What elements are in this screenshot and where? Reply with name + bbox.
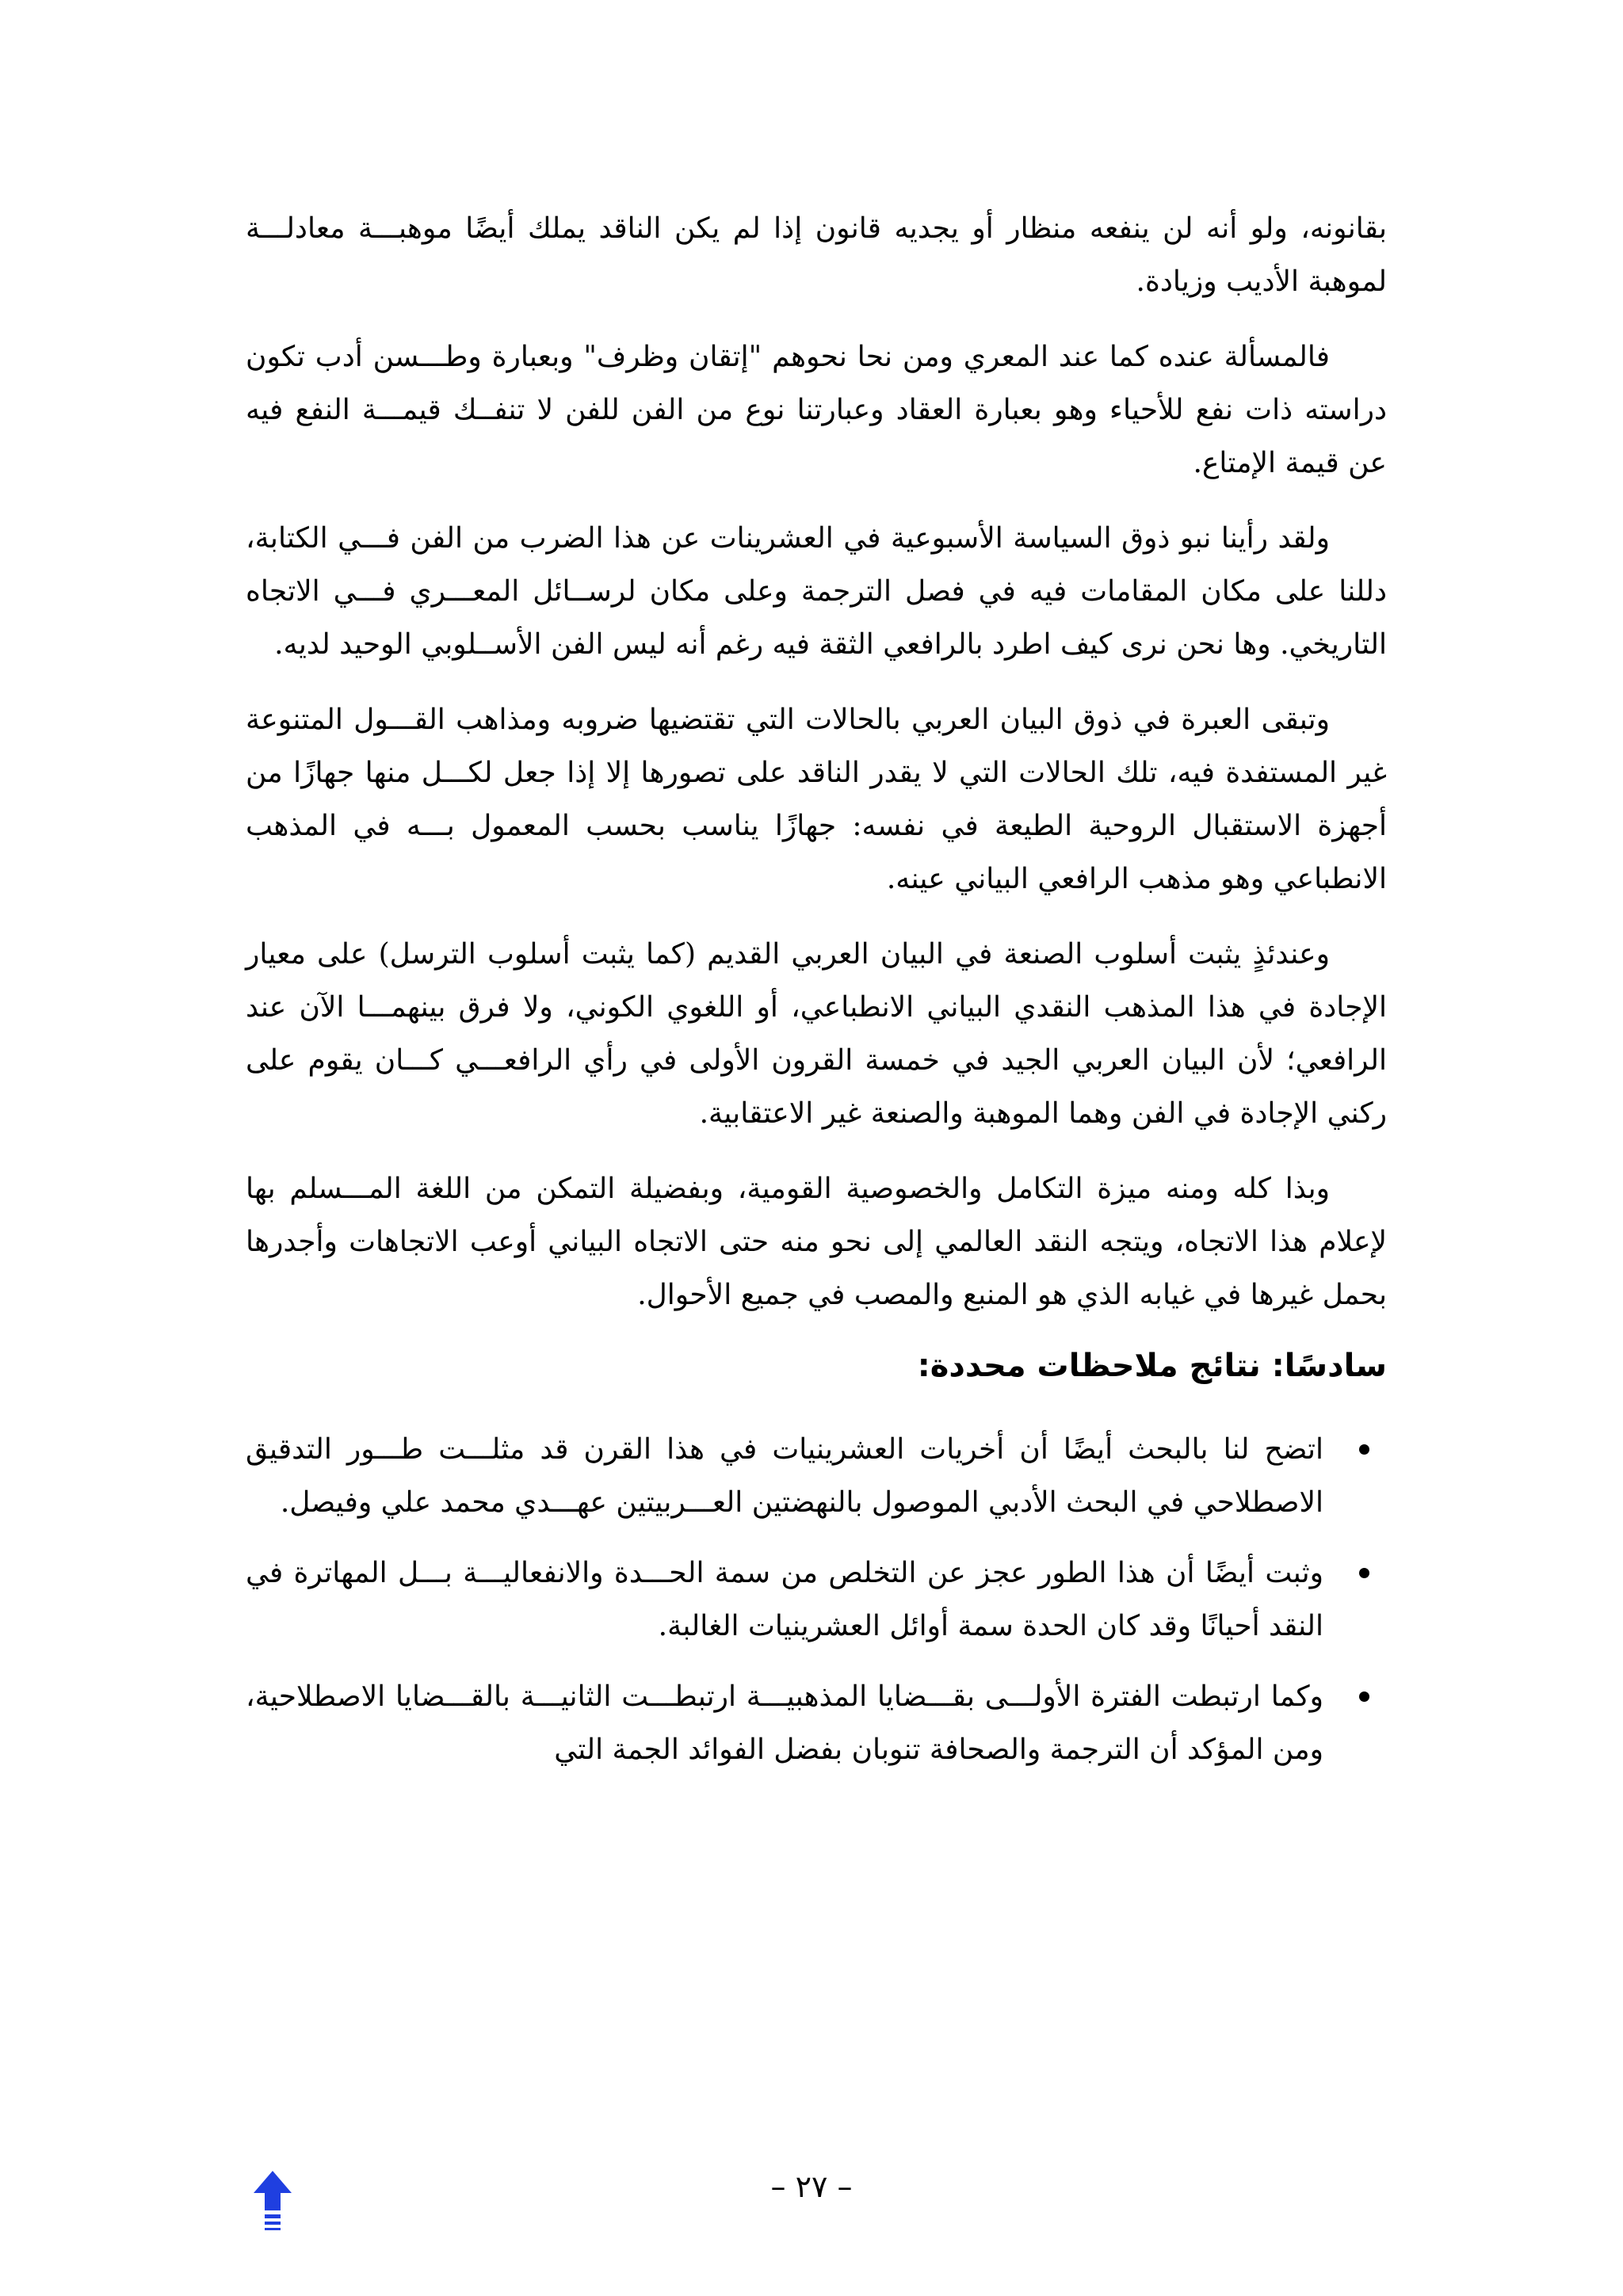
paragraph-2: فالمسألة عنده كما عند المعري ومن نحا نحوهم "إتقان وظرف" وبعبارة وطـــسن أدب تكون دراسته ذات نفع للأحياء وهو بعبارة العقاد وعبارتنا نوع من الفن للفن لا تنفــك قيمـــة النفع فيه عن قيمة الإمتاع.: [246, 341, 1387, 479]
list-item: [246, 1670, 1387, 1776]
paragraph-4: وتبقى العبرة في ذوق البيان العربي بالحالات التي تقتضيها ضروبه ومذاهب القـــول المتنوعة غير المستفدة فيه، تلك الحالات التي لا يقدر الناقد على تصورها إلا إذا جعل لكـــل منها جهازًا من أجهزة الاستقبال الروحية الطيعة في نفسه: جهازًا يناسب بحسب المعمول بـــه في المذهب الانطباعي وهو مذهب الرافعي البياني عينه.: [246, 704, 1387, 895]
list-item-text: اتضح لنا بالبحث أيضًا أن أخريات العشرينيات في هذا القرن قد مثلـــت طـــور التدقيق الاصطلاحي في البحث الأدبي الموصول بالنهضتين العـــربيتين عهـــدي محمد علي وفيصل.: [246, 1433, 1323, 1519]
findings-list: [246, 1423, 1387, 1776]
bullet-icon: [1359, 1691, 1369, 1702]
bullet-icon: [1359, 1568, 1369, 1578]
paragraph-3: ولقد رأينا نبو ذوق السياسة الأسبوعية في العشرينات عن هذا الضرب من الفن فـــي الكتابة، دللنا على مكان المقامات فيه في فصل الترجمة وعلى مكان لرســائل المعـــري فـــي الاتجاه التاريخي. وها نحن نرى كيف اطرد بالرافعي الثقة فيه رغم أنه ليس الفن الأســلوبي الوحيد لديه.: [246, 522, 1387, 661]
up-arrow-icon[interactable]: [252, 2169, 293, 2234]
section-heading: سادسًا: نتائج ملاحظات محددة:: [917, 1348, 1387, 1384]
list-item: [246, 1547, 1387, 1653]
list-item-text: وكما ارتبطت الفترة الأولـــى بقـــضايا المذهبيـــة ارتبطـــت الثانيـــة بالقـــضايا الاصطلاحية، ومن المؤكد أن الترجمة والصحافة تنوبان بفضل الفوائد الجمة التي: [246, 1680, 1323, 1766]
paragraph-5: وعندئذٍ يثبت أسلوب الصنعة في البيان العربي القديم (كما يثبت أسلوب الترسل) على معيار الإجادة في هذا المذهب النقدي البياني الانطباعي، أو اللغوي الكوني، ولا فرق بينهمـــا الآن عند الرافعي؛ لأن البيان العربي الجيد في خمسة القرون الأولى في رأي الرافعـــي كـــان يقوم على ركني الإجادة في الفن وهما الموهبة والصنعة غير الاعتقابية.: [246, 938, 1388, 1130]
paragraph-1: بقانونه، ولو أنه لن ينفعه منظار أو يجديه قانون إذا لم يكن الناقد يملك أيضًا موهبـــة معادلـــة لموهبة الأديب وزيادة.: [246, 212, 1387, 298]
bullet-icon: [1359, 1444, 1369, 1455]
paragraph-6: وبذا كله ومنه ميزة التكامل والخصوصية القومية، وبفضيلة التمكن من اللغة المـــسلم بها لإعلام هذا الاتجاه، ويتجه النقد العالمي إلى نحو منه حتى الاتجاه البياني أوعب الاتجاهات وأجدرها بحمل غيرها في غيابه الذي هو المنبع والمصب في جميع الأحوال.: [246, 1173, 1387, 1311]
page-body: [246, 202, 1387, 1794]
page-number: – ٢٧ –: [770, 2169, 853, 2204]
list-item-text: وثبت أيضًا أن هذا الطور عجز عن التخلص من سمة الحـــدة والانفعاليـــة بـــل المهاترة في النقد أحيانًا وقد كان الحدة سمة أوائل العشرينيات الغالبة.: [246, 1557, 1323, 1642]
list-item: [246, 1423, 1387, 1529]
